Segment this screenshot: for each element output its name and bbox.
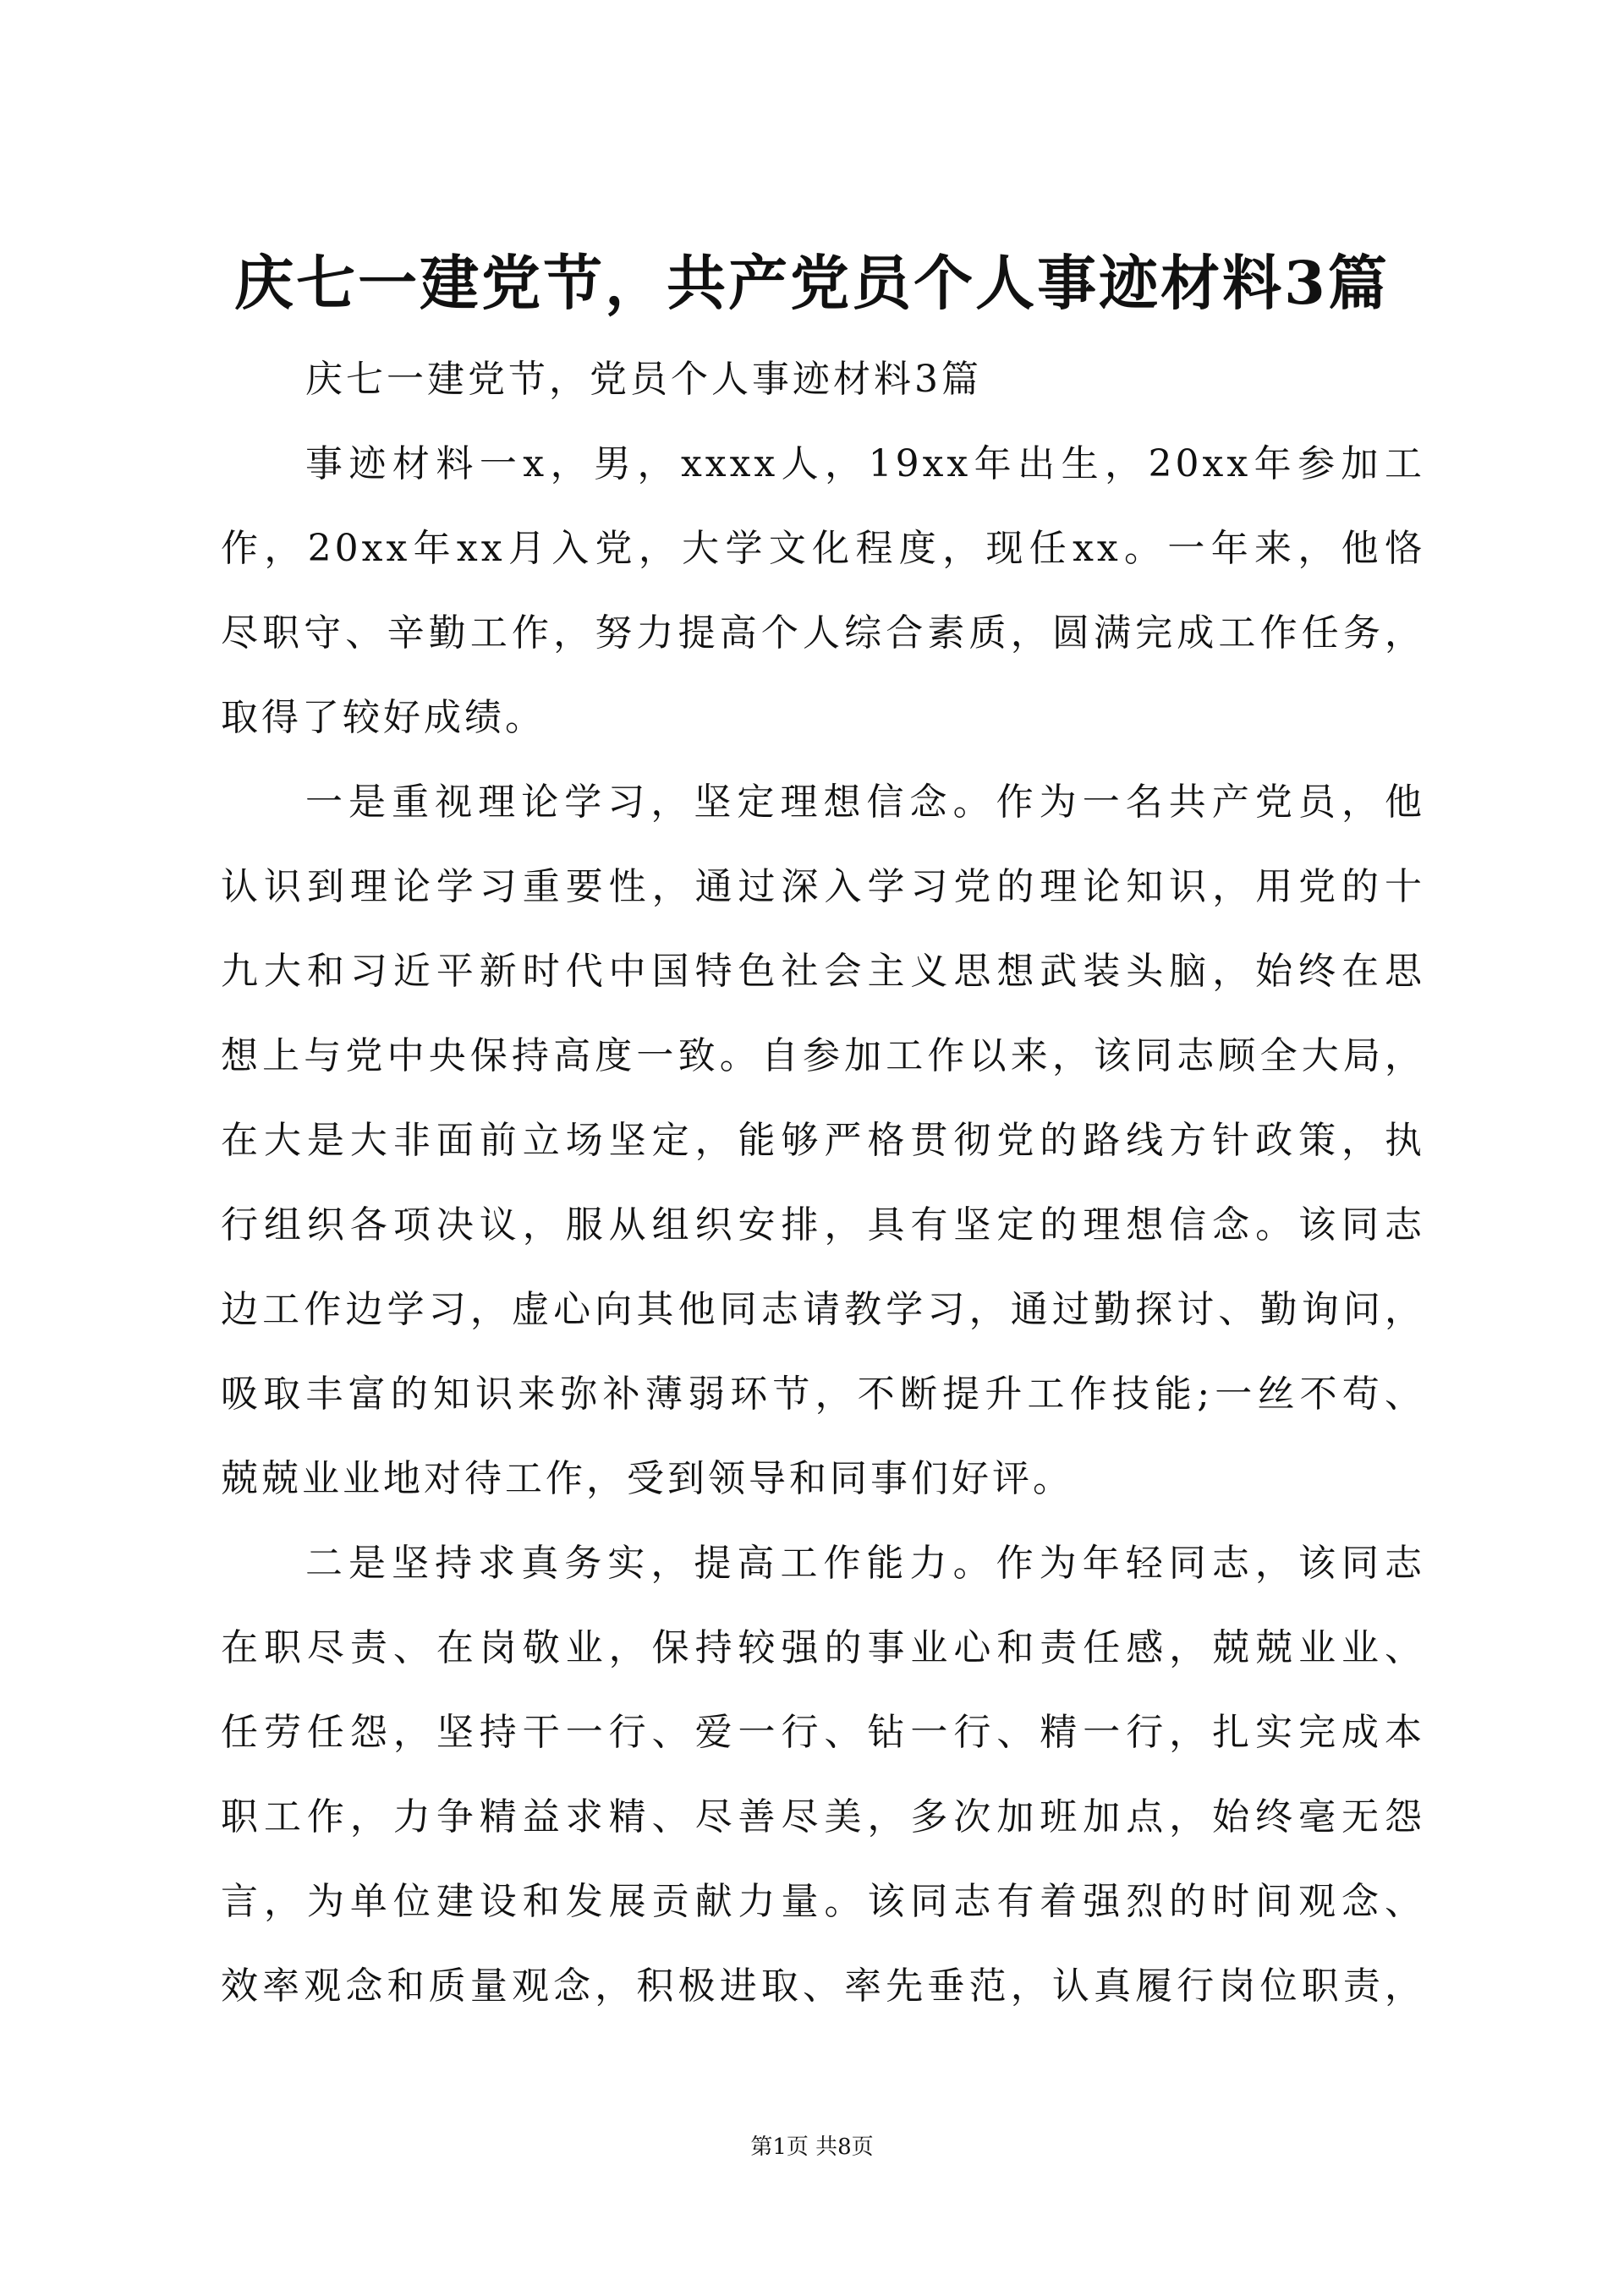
page-number-footer: 第1页 共8页 — [750, 2134, 874, 2160]
text-line: 认识到理论学习重要性，通过深入学习党的理论知识，用党的十 — [221, 865, 1425, 908]
text-line: 边工作边学习，虚心向其他同志请教学习，通过勤探讨、勤询问， — [221, 1288, 1425, 1331]
text-line: 事迹材料一x，男，xxxx人，19xx年出生，20xx年参加工 — [305, 442, 1425, 485]
text-line: 取得了较好成绩。 — [221, 696, 546, 739]
paragraph-subtitle — [221, 337, 1425, 422]
document-title: 庆七一建党节，共产党员个人事迹材料3篇 — [234, 248, 1390, 318]
text-line: 效率观念和质量观念，积极进取、率先垂范，认真履行岗位职责， — [221, 1964, 1425, 2008]
text-line: 在大是大非面前立场坚定，能够严格贯彻党的路线方针政策，执 — [221, 1119, 1425, 1162]
text-line: 庆七一建党节，党员个人事迹材料3篇 — [305, 358, 982, 401]
text-line: 任劳任怨，坚持干一行、爱一行、钻一行、精一行，扎实完成本 — [221, 1711, 1425, 1754]
document-body — [221, 337, 1425, 2029]
text-line: 尽职守、辛勤工作，努力提高个人综合素质，圆满完成工作任务， — [221, 611, 1425, 655]
paragraph-profile — [221, 422, 1425, 760]
text-line: 作，20xx年xx月入党，大学文化程度，现任xx。一年来，他恪 — [221, 527, 1425, 570]
text-line: 想上与党中央保持高度一致。自参加工作以来，该同志顾全大局， — [221, 1034, 1425, 1077]
text-line: 九大和习近平新时代中国特色社会主义思想武装头脑，始终在思 — [221, 950, 1425, 993]
text-line: 吸取丰富的知识来弥补薄弱环节，不断提升工作技能;一丝不苟、 — [221, 1373, 1425, 1416]
text-line: 职工作，力争精益求精、尽善尽美，多次加班加点，始终毫无怨 — [221, 1795, 1425, 1838]
text-line: 在职尽责、在岗敬业，保持较强的事业心和责任感，兢兢业业、 — [221, 1626, 1425, 1669]
paragraph-work-ability — [221, 1521, 1425, 2029]
text-line: 言，为单位建设和发展贡献力量。该同志有着强烈的时间观念、 — [221, 1880, 1425, 1923]
text-line: 一是重视理论学习，坚定理想信念。作为一名共产党员，他 — [305, 781, 1425, 824]
text-line: 兢兢业业地对待工作，受到领导和同事们好评。 — [221, 1457, 1073, 1500]
text-line: 行组织各项决议，服从组织安排，具有坚定的理想信念。该同志 — [221, 1203, 1425, 1247]
paragraph-theory-study — [221, 760, 1425, 1521]
text-line: 二是坚持求真务实，提高工作能力。作为年轻同志，该同志 — [305, 1542, 1425, 1585]
